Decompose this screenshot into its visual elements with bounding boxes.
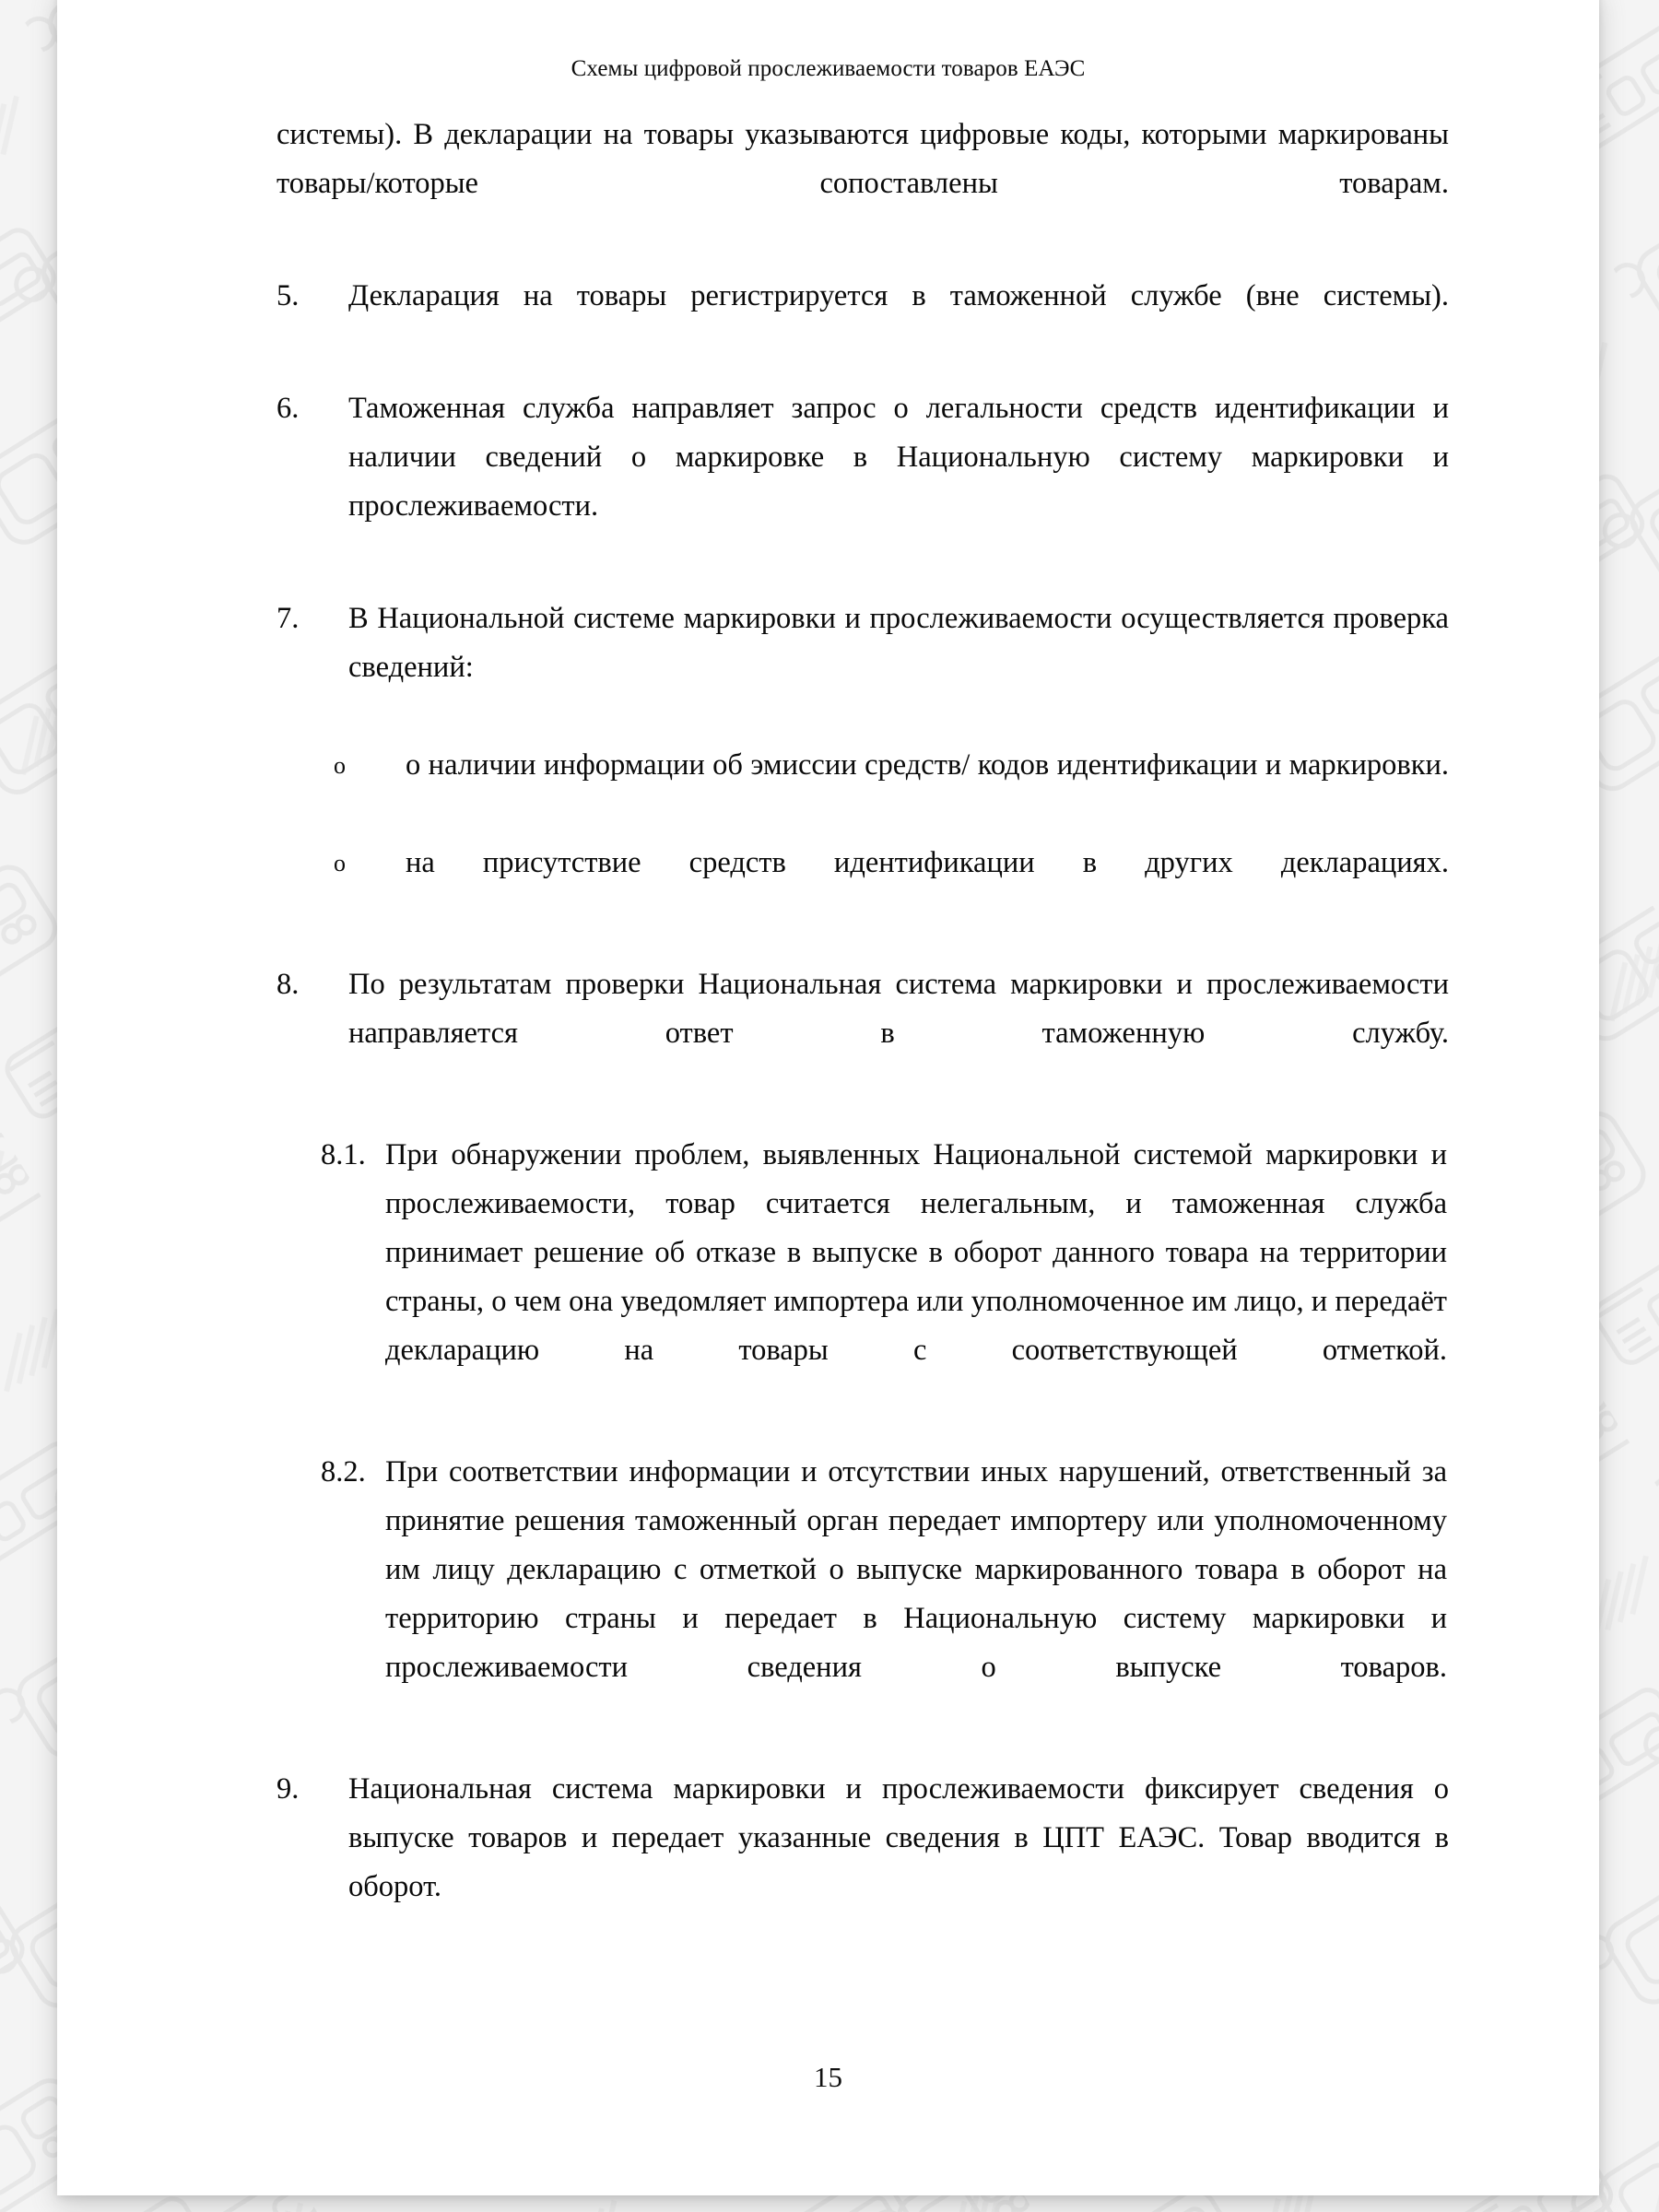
list-marker: 7. [276, 602, 300, 635]
document-page [57, 0, 1599, 2195]
block-spacer [276, 370, 1449, 384]
page-number: 15 [814, 2061, 842, 2093]
list-marker: 8.2. [321, 1455, 366, 1488]
list-item-text: При обнаружении проблем, выявленных Национальной системой маркировки и прослеживаемости, товар считается нелегальным, и таможенная служба принимает решение об отказе в выпуске в оборот данного товара на территории страны, о чем она уведомляет импортера или уполномоченное им лицо, и передаёт декларацию на товары с соответствующей отметкой. [385, 1138, 1447, 1367]
list-item-text: По результатам проверки Национальная система маркировки и прослеживаемости направляется ответ в таможенную службу. [348, 968, 1449, 1050]
block-spacer [276, 1424, 1449, 1448]
body-text-column [276, 111, 1449, 1960]
page-content-area [57, 0, 1599, 2195]
list-item-8 [276, 960, 1449, 1107]
list-marker: 5. [276, 279, 300, 312]
bullet-item-text: на присутствие средств идентификации в других декларациях. [406, 846, 1449, 879]
list-item-9 [276, 1765, 1449, 1960]
list-item-5 [276, 272, 1449, 370]
list-item-text: При соответствии информации и отсутствии иных нарушений, ответственный за принятие решения таможенный орган передает импортеру или уполномоченному им лицу декларацию с отметкой о выпуске маркированного товара в оборот на территорию страны и передает в Национальную систему маркировки и прослеживаемости сведения о выпуске товаров. [385, 1455, 1447, 1684]
list-item-text: Национальная система маркировки и прослеживаемости фиксирует сведения о выпуске товаров и передает указанные сведения в ЦПТ ЕАЭС. Товар вводится в оборот. [348, 1772, 1449, 1903]
block-spacer [276, 1741, 1449, 1765]
block-spacer [276, 257, 1449, 272]
list-marker: 8. [276, 968, 300, 1001]
list-marker: 8.1. [321, 1138, 366, 1171]
block-spacer [276, 936, 1449, 960]
list-item-8-1 [276, 1131, 1447, 1424]
list-item-6 [276, 384, 1449, 580]
bullet-item-2 [276, 839, 1449, 936]
list-item-text: Декларация на товары регистрируется в таможенной службе (вне системы). [348, 279, 1449, 312]
running-head: Схемы цифровой прослеживаемости товаров ЕАЭС [571, 56, 1086, 81]
continuation-paragraph: системы). В декларации на товары указываются цифровые коды, которыми маркированы товары/которые сопоставлены товарам. [276, 118, 1449, 200]
block-spacer [276, 580, 1449, 594]
list-item-text: В Национальной системе маркировки и прослеживаемости осуществляется проверка сведений: [348, 602, 1449, 684]
list-marker: 6. [276, 392, 300, 425]
circle-bullet-icon: o [334, 752, 346, 779]
block-spacer [276, 1107, 1449, 1131]
list-item-text: Таможенная служба направляет запрос о легальности средств идентификации и наличии сведений о маркировке в Национальную систему маркировки и прослеживаемости. [348, 392, 1449, 523]
circle-bullet-icon: o [334, 850, 346, 877]
list-item-7 [276, 594, 1449, 741]
bullet-item-1 [276, 741, 1449, 839]
list-item-8-2 [276, 1448, 1447, 1741]
list-marker: 9. [276, 1772, 300, 1806]
bullet-item-text: о наличии информации об эмиссии средств/ кодов идентификации и маркировки. [406, 748, 1449, 782]
